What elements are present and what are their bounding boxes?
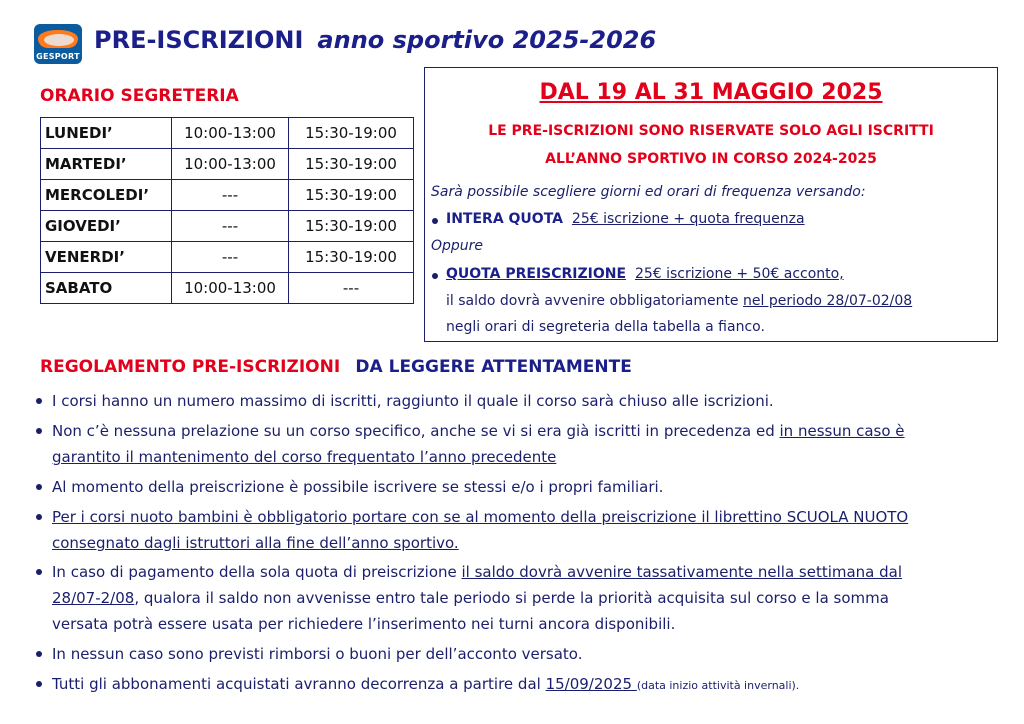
rule-text-underlined: consegnato dagli istruttori alla fine dell’anno sportivo. [52,534,459,552]
rule-text-underlined: in nessun caso è [779,422,905,440]
rule-text-underlined: Per i corsi nuoto bambini è obbligatorio portare con se al momento della preiscrizione il librettino SCUOLA NUOTO [52,508,909,526]
option-quota-preiscrizione [446,266,844,282]
info-intro: Sarà possibile scegliere giorni ed orari di frequenza versando: [431,184,866,200]
schedule-morning: 10:00-13:00 [172,118,289,149]
option2-line2 [446,293,912,309]
schedule-day: GIOVEDI’ [41,211,172,242]
bullet-icon [36,681,42,687]
bullet-icon [36,514,42,520]
rule-date: 15/09/2025 [545,675,637,693]
schedule-table [40,117,414,304]
schedule-day: VENERDI’ [41,242,172,273]
rule-text-underlined: garantito il mantenimento del corso frequentato l’anno precedente [52,448,557,466]
bullet-icon [36,569,42,575]
logo-text: GESPORT [36,52,80,61]
schedule-morning: --- [172,211,289,242]
schedule-morning: 10:00-13:00 [172,149,289,180]
schedule-afternoon: 15:30-19:00 [289,118,414,149]
schedule-heading: ORARIO SEGRETERIA [40,86,239,106]
rule-text [52,671,799,699]
bullet-icon [432,218,438,224]
rule-text-underlined: il saldo dovrà avvenire tassativamente nella settimana dal [461,563,903,581]
gesport-logo [34,24,82,64]
rule-text: I corsi hanno un numero massimo di iscritti, raggiunto il quale il corso sarà chiuso alle iscrizioni. [52,392,774,410]
rule-text-part: , qualora il saldo non avvenisse entro tale periodo si perde la priorità acquisita sul corso e la somma [134,589,889,607]
rule-text: In nessun caso sono previsti rimborsi o buoni per dell’acconto versato. [52,645,583,663]
rule-note: (data inizio attività invernali). [636,679,800,692]
bullet-icon [36,651,42,657]
option2-line2-text: il saldo dovrà avvenire obbligatoriamente [446,293,743,309]
option2-detail: 25€ iscrizione + 50€ acconto, [634,266,844,282]
schedule-day: SABATO [41,273,172,304]
bullet-icon [432,273,438,279]
rule-text [52,585,889,611]
option-intera-quota [446,211,805,227]
schedule-afternoon: 15:30-19:00 [289,242,414,273]
notice-line-1: LE PRE-ISCRIZIONI SONO RISERVATE SOLO AGLI ISCRITTI [488,123,934,139]
bullet-icon [36,484,42,490]
schedule-row [41,118,414,149]
schedule-afternoon: 15:30-19:00 [289,180,414,211]
rule-text [52,418,905,444]
schedule-day: MERCOLEDI’ [41,180,172,211]
rule-text-part: In caso di pagamento della sola quota di preiscrizione [52,563,462,581]
schedule-day: MARTEDI’ [41,149,172,180]
schedule-morning: 10:00-13:00 [172,273,289,304]
bullet-icon [36,398,42,404]
option2-label: QUOTA PREISCRIZIONE [446,266,627,282]
option1-label: INTERA QUOTA [446,211,563,227]
info-box-title: DAL 19 AL 31 MAGGIO 2025 [539,80,883,105]
wave-highlight [44,34,74,46]
schedule-afternoon: 15:30-19:00 [289,211,414,242]
bullet-icon [36,428,42,434]
schedule-row [41,242,414,273]
schedule-row [41,149,414,180]
schedule-morning: --- [172,180,289,211]
rule-text-part: Non c’è nessuna prelazione su un corso specifico, anche se vi si era già iscritti in precedenza ed [52,422,780,440]
notice-line-2: ALL’ANNO SPORTIVO IN CORSO 2024-2025 [545,151,877,167]
schedule-row [41,180,414,211]
option1-detail: 25€ iscrizione + quota frequenza [571,211,805,227]
rules-heading-blue: DA LEGGERE ATTENTAMENTE [355,357,632,377]
rules-heading [40,357,632,377]
rule-text [52,559,902,585]
rule-text-part: Tutti gli abbonamenti acquistati avranno decorrenza a partire dal [52,675,546,693]
rule-text: Al momento della preiscrizione è possibile iscrivere se stessi e/o i propri familiari. [52,478,664,496]
option2-line3: negli orari di segreteria della tabella a fianco. [446,319,765,335]
page-title [94,26,656,54]
oppure-label: Oppure [431,238,484,254]
option2-period: nel periodo 28/07-02/08 [743,293,913,309]
schedule-afternoon: 15:30-19:00 [289,149,414,180]
schedule-afternoon: --- [289,273,414,304]
schedule-row [41,273,414,304]
rule-text-underlined: 28/07-2/08 [52,589,135,607]
title-main: PRE-ISCRIZIONI [94,26,304,54]
rules-heading-red: REGOLAMENTO PRE-ISCRIZIONI [40,357,341,377]
schedule-day: LUNEDI’ [41,118,172,149]
title-subtitle: anno sportivo 2025-2026 [317,26,657,54]
schedule-row [41,211,414,242]
schedule-morning: --- [172,242,289,273]
rule-text: versata potrà essere usata per richiedere l’inserimento nei turni ancora disponibili. [52,615,676,633]
